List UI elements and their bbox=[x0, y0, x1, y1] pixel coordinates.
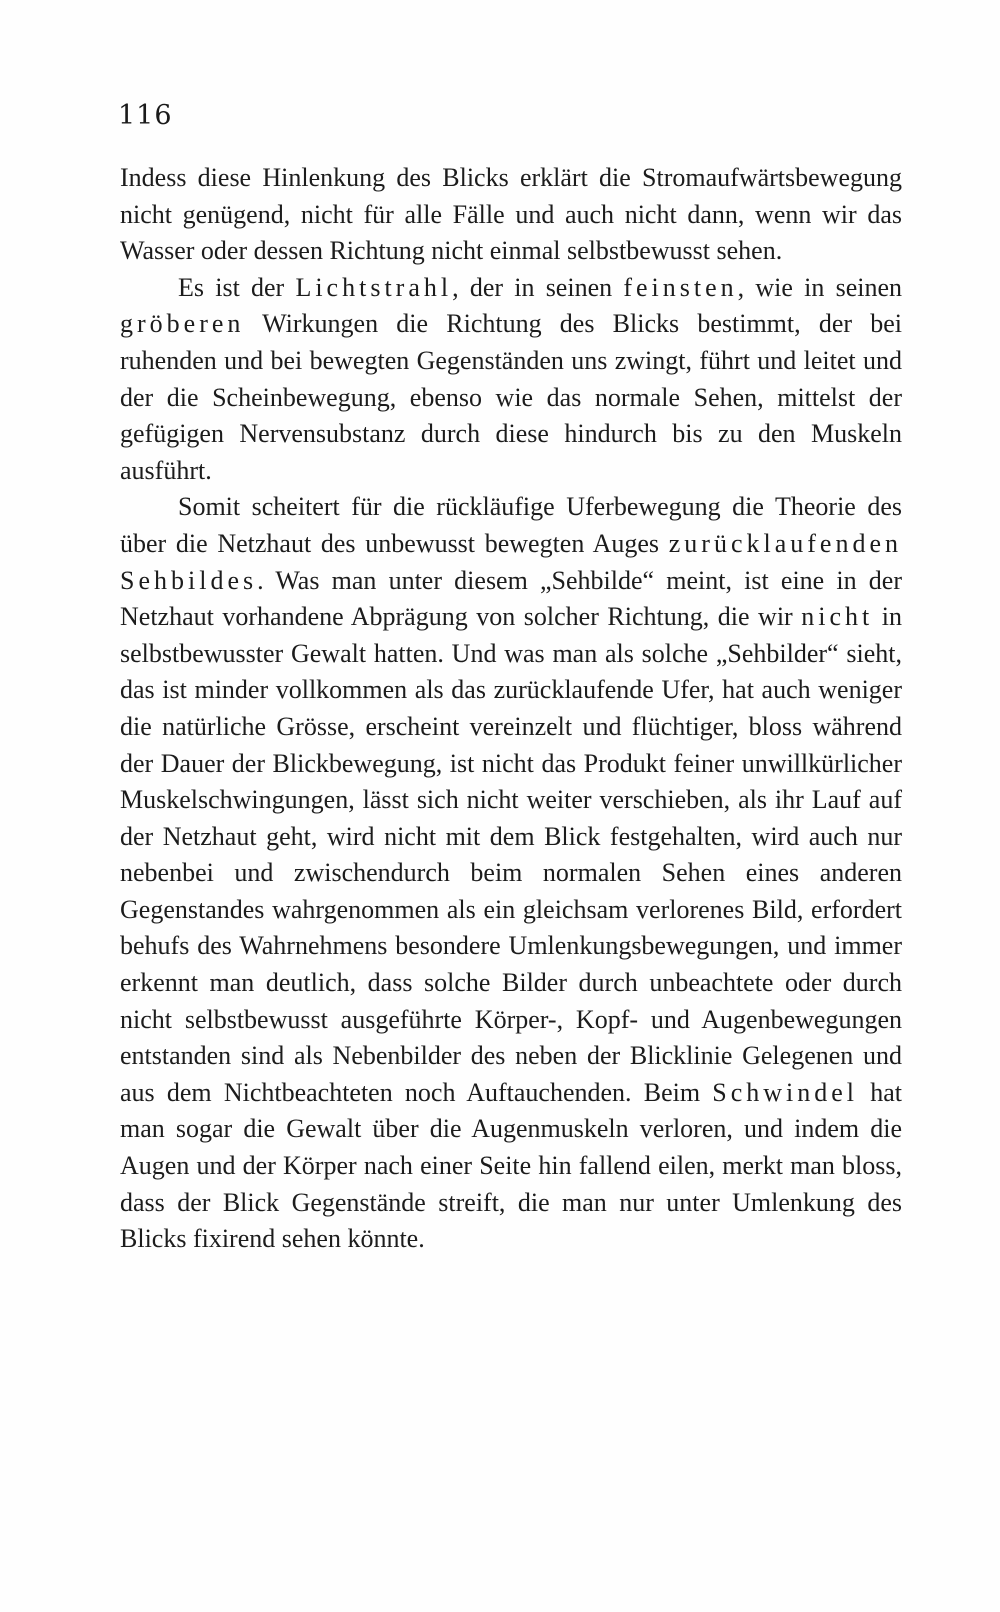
emphasized-text: Lichtstrahl bbox=[295, 272, 453, 302]
paragraph bbox=[120, 270, 902, 490]
text-run: , wie in seinen bbox=[737, 272, 903, 302]
text-run: hat man sogar die Gewalt über die Augenmuskeln verloren, und indem die Augen und der Körper nach einer Seite hin fallend eilen, merkt man bloss, dass der Blick Gegenstände streift, die man nur unter Umlenkung des Blicks fixirend sehen könnte. bbox=[120, 1077, 902, 1254]
paragraph bbox=[120, 489, 902, 1257]
text-run: Indess diese Hinlenkung des Blicks erklärt die Stromaufwärtsbewegung nicht genügend, nicht für alle Fälle und auch nicht dann, wenn wir das Wasser oder dessen Richtung nicht einmal selbstbewusst sehen. bbox=[120, 163, 902, 266]
page-number: 116 bbox=[118, 100, 173, 131]
emphasized-text: feinsten bbox=[623, 272, 738, 302]
emphasized-text: zurücklaufenden Sehbildes bbox=[120, 528, 902, 595]
emphasized-text: Schwindel bbox=[712, 1077, 859, 1107]
text-run: . Was man unter diesem „Sehbilde“ meint, ist eine in der Netzhaut vorhandene Abprägung von solcher Richtung, die wir bbox=[120, 565, 902, 632]
text-run: in selbstbewusster Gewalt hatten. Und was man als solche „Sehbilder“ sieht, das ist minder vollkommen als das zurücklaufende Ufer, hat auch weniger die natürliche Grösse, erscheint vereinzelt und flüchtiger, bloss während der Dauer der Blickbewegung, ist nicht das Produkt feiner unwillkürlicher Muskelschwingungen, lässt sich nicht weiter verschieben, als ihr Lauf auf der Netzhaut geht, wird nicht mit dem Blick festgehalten, wird auch nur nebenbei und zwischendurch beim normalen Sehen eines anderen Gegenstandes wahrgenommen als ein gleichsam verlorenes Bild, erfordert behufs des Wahrnehmens besondere Umlenkungsbewegungen, und immer erkennt man deutlich, dass solche Bilder durch unbeachtete oder durch nicht selbstbewusst ausgeführte Körper-, Kopf- und Augenbewegungen entstanden sind als Nebenbilder des neben der Blicklinie Gelegenen und aus dem Nichtbeachteten noch Auftauchenden. Beim bbox=[120, 602, 902, 1107]
paragraph bbox=[120, 160, 902, 270]
emphasized-text: gröberen bbox=[120, 309, 245, 339]
text-run: Wirkungen die Richtung des Blicks bestimmt, der bei ruhenden und bei bewegten Gegenständen uns zwingt, führt und leitet und der die Scheinbewegung, ebenso wie das normale Sehen, mittelst der gefügigen Nervensubstanz durch diese hindurch bis zu den Muskeln ausführt. bbox=[120, 309, 902, 485]
text-run: Somit scheitert für die rückläufige Uferbewegung die Theorie des über die Netzhaut des unbewusst bewegten Auges bbox=[120, 492, 902, 558]
body-text bbox=[120, 160, 902, 1258]
text-run: Es ist der bbox=[178, 272, 296, 302]
text-run: , der in seinen bbox=[452, 272, 624, 302]
emphasized-text: nicht bbox=[801, 602, 874, 632]
